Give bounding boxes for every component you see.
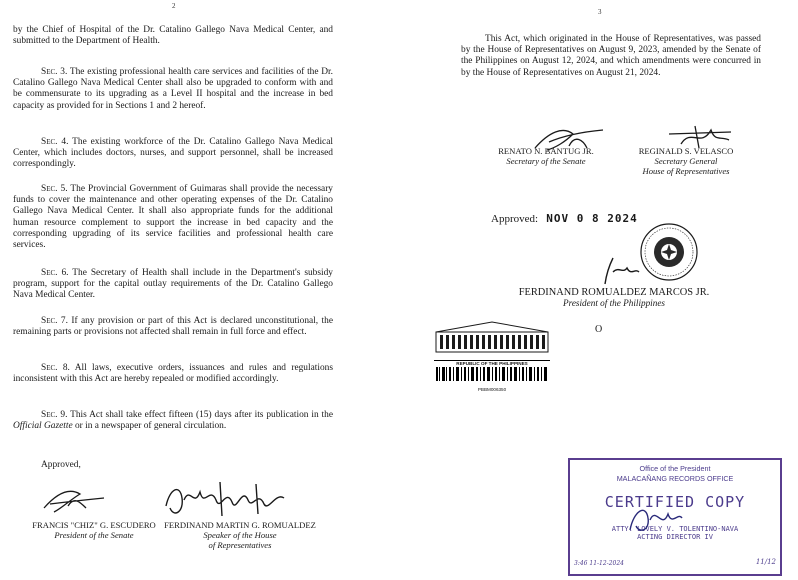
handwritten-date: 11/12 (755, 558, 776, 566)
section-3: Sec. 3. The existing professional health care services and facilities of the Dr. Catalino Gallego Nava Medical Center shall also be upgraded to conform with and be commensurate to its upgrading as a Level II hospital and the increase in bed capacity as provided for in Sections 1 and 2 hereof. (13, 67, 333, 111)
stamp-office: Office of the President (639, 464, 711, 473)
certified-copy-stamp (568, 458, 782, 576)
speaker-block (150, 520, 330, 550)
right-page (399, 0, 798, 580)
speaker-title: Speaker of the House (203, 530, 277, 540)
approved-label: Approved, (41, 460, 81, 470)
approval-stamp (491, 212, 638, 225)
house-secgen-block (621, 146, 751, 176)
stamp-records-office: MALACAÑANG RECORDS OFFICE (616, 474, 734, 483)
section-6: Sec. 6. The Secretary of Health shall include in the Department's subsidy program, support for the capital outlay requirements of the Dr. Catalino Gallego Nava Medical Center. (13, 268, 333, 301)
speaker-title-2: of Representatives (208, 540, 272, 550)
section-9: Sec. 9. This Act shall take effect fifteen (15) days after its publication in the Official Gazette or in a newspaper of general circulation. (13, 410, 333, 432)
president-block (499, 287, 729, 308)
document-mark: O (595, 324, 603, 335)
section-8: Sec. 8. All laws, executive orders, issuances and rules and regulations inconsistent with this Act are hereby repealed or modified accordingly. (13, 363, 333, 385)
senate-president-title: President of the Senate (54, 530, 134, 540)
malacanang-palace-icon (434, 318, 550, 354)
president-signature (599, 254, 643, 288)
house-secgen-title: Secretary General (654, 156, 718, 166)
palace-barcode (434, 318, 550, 392)
senate-secretary-name: RENATO N. BANTUG JR. (498, 146, 594, 156)
handwritten-timestamp: 3:46 11-12-2024 (574, 560, 624, 567)
speaker-signature (160, 478, 300, 520)
section-5: Sec. 5. The Provincial Government of Guimaras shall provide the necessary funds to cover the maintenance and other operating expenses of the Dr. Catalino Gallego Nava Medical Center. It shall also appropriate funds for the additional human resource complement to support the increase in bed capacity and the corresponding upgrading of its service facilities and professional health care services. (13, 184, 333, 251)
section-4: Sec. 4. The existing workforce of the Dr. Catalino Gallego Nava Medical Center, which includes doctors, nurses, and support personnel, shall be increased correspondingly. (13, 137, 333, 170)
approved-label: Approved: (491, 213, 539, 225)
barcode-icon (434, 366, 550, 382)
director-signature (624, 500, 684, 536)
senate-secretary-block (481, 146, 611, 166)
stamp-certified-copy: CERTIFIED COPY (604, 493, 746, 511)
senate-secretary-title: Secretary of the Senate (506, 156, 586, 166)
page-number: 2 (172, 2, 176, 10)
barcode-caption: REPUBLIC OF THE PHILIPPINES (434, 360, 550, 366)
house-secgen-name: REGINALD S. VELASCO (638, 146, 734, 156)
barcode-number: PBBM006350 (477, 387, 507, 392)
section-7: Sec. 7. If any provision or part of this Act is declared unconstitutional, the remaining parts or provisions not affected shall remain in full force and effect. (13, 316, 333, 338)
stamp-director-title: ACTING DIRECTOR IV (637, 533, 713, 541)
enactment-paragraph: This Act, which originated in the House of Representatives, was passed by the House of Representatives on August 9, 2023, amended by the Senate of the Philippines on August 12, 2024, and which amendments were concurred in by the House of Representatives on August 21, 2024. (461, 34, 761, 78)
house-secgen-title-2: House of Representatives (642, 166, 730, 176)
speaker-name: FERDINAND MARTIN G. ROMUALDEZ (164, 520, 316, 530)
intro-paragraph: by the Chief of Hospital of the Dr. Catalino Gallego Nava Medical Center, and submitted to the Department of Health. (13, 25, 333, 47)
senate-president-name: FRANCIS "CHIZ" G. ESCUDERO (32, 520, 156, 530)
page-number: 3 (598, 8, 602, 16)
senate-president-signature (40, 484, 110, 518)
stamp-director-name: ATTY. LOVELY V. TOLENTINO-NAVA (611, 525, 739, 533)
president-name: FERDINAND ROMUALDEZ MARCOS JR. (518, 287, 710, 298)
president-title: President of the Philippines (563, 298, 665, 308)
presidential-seal-icon (639, 222, 699, 282)
approved-date: NOV 0 8 2024 (546, 212, 638, 225)
